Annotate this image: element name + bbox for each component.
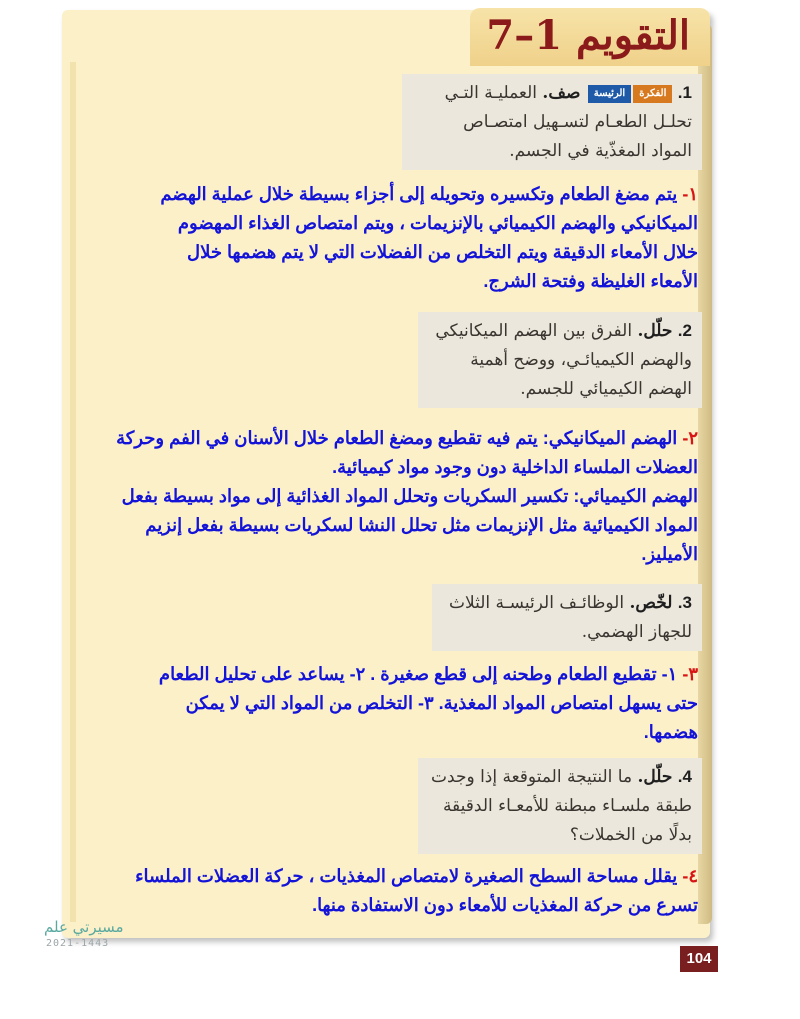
page-title: التقويم 1–7 <box>486 12 690 59</box>
answer-4 <box>135 862 698 920</box>
big-idea-tag: الفكرة <box>633 85 672 103</box>
answer-number: ١- <box>682 184 698 204</box>
answer-line: يتم مضغ الطعام وتكسيره وتحويله إلى أجزاء بسيطة خلال عملية الهضم <box>160 184 678 204</box>
question-2 <box>418 312 702 408</box>
answer-number: ٤- <box>682 866 698 886</box>
question-1 <box>402 74 702 170</box>
answer-line: هضمها. <box>643 722 698 742</box>
question-line: بدلًا من الخملات؟ <box>569 825 692 845</box>
logo-text: مسيرتي علم <box>44 918 124 936</box>
question-line: طبقة ملسـاء مبطنة للأمعـاء الدقيقة <box>442 796 692 816</box>
answer-number: ٣- <box>682 664 698 684</box>
answer-line: الميكانيكي والهضم الكيميائي بالإنزيمات ، ويتم امتصاص الغذاء المهضوم <box>177 213 698 233</box>
question-verb: لخّص. <box>629 593 673 613</box>
question-line: المواد المغذّية في الجسم. <box>509 141 692 161</box>
main-tag: الرئيسة <box>588 85 631 103</box>
page-number: 104 <box>680 946 718 972</box>
question-line: للجهاز الهضمي. <box>581 622 692 642</box>
answer-1 <box>160 180 698 296</box>
question-line: الوظائـف الرئيسـة الثلاث <box>448 593 625 613</box>
answer-3 <box>159 660 698 747</box>
question-4 <box>418 758 702 854</box>
answer-line: المواد الكيميائية مثل الإنزيمات مثل تحلل النشا لسكريات بسيطة بفعل إنزيم <box>145 515 698 535</box>
question-line: الهضم الكيميائي للجسم. <box>520 379 692 399</box>
answer-line: الهضم الكيميائي: تكسير السكريات وتحلل المواد الغذائية إلى مواد بسيطة بفعل <box>121 486 698 506</box>
question-line: العمليـة التـي <box>444 83 538 103</box>
question-verb: صف. <box>542 83 581 103</box>
question-line: ما النتيجة المتوقعة إذا وجدت <box>431 767 633 787</box>
question-verb: حلّل. <box>637 767 673 787</box>
question-verb: حلّل. <box>637 321 673 341</box>
answer-number: ٢- <box>682 428 698 448</box>
answer-line: حتى يسهل امتصاص المواد المغذية. ٣- التخلص من المواد التي لا يمكن <box>185 693 698 713</box>
question-number: 2. <box>677 321 692 340</box>
question-line: الفرق بين الهضم الميكانيكي <box>435 321 633 341</box>
answer-line: العضلات الملساء الداخلية دون وجود مواد كيميائية. <box>332 457 698 477</box>
answer-line: الأمعاء الغليظة وفتحة الشرج. <box>483 271 698 291</box>
answer-line: الهضم الميكانيكي: يتم فيه تقطيع ومضغ الطعام خلال الأسنان في الفم وحركة <box>116 428 678 448</box>
answer-line: الأميليز. <box>641 544 698 564</box>
answer-line: تسرع من حركة المغذيات للأمعاء دون الاستفادة منها. <box>312 895 698 915</box>
answer-line: ١- تقطيع الطعام وطحنه إلى قطع صغيرة . ٢- يساعد على تحليل الطعام <box>158 664 678 684</box>
answer-line: خلال الأمعاء الدقيقة ويتم التخلص من الفضلات التي لا يتم هضمها خلال <box>187 242 698 262</box>
answer-line: يقلل مساحة السطح الصغيرة لامتصاص المغذيات ، حركة العضلات الملساء <box>135 866 678 886</box>
page-ribbon <box>70 62 76 922</box>
question-line: تحلـل الطعـام لتسـهيل امتصـاص <box>463 112 692 132</box>
question-line: والهضم الكيميائـي، ووضح أهمية <box>470 350 692 370</box>
logo-year: 2021-1443 <box>46 938 110 949</box>
answer-2 <box>116 424 698 569</box>
question-number: 1. <box>677 83 692 102</box>
question-number: 3. <box>677 593 692 612</box>
question-3 <box>432 584 702 651</box>
question-number: 4. <box>677 767 692 786</box>
